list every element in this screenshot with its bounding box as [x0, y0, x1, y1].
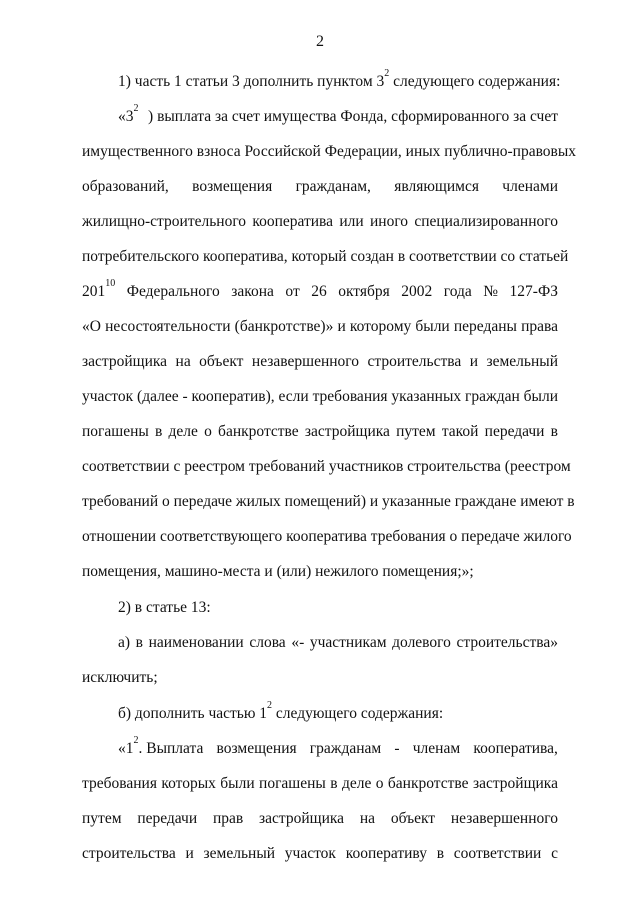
word: прав	[212, 810, 244, 827]
word: Федерального	[126, 283, 220, 300]
paragraph-2-line-11-text: соответствии с реестром требований участников строительства (реестром	[82, 458, 571, 475]
paragraph-6-line-4	[82, 844, 558, 864]
quote-open-text: «1	[118, 740, 134, 757]
paragraph-1-text: 1) часть 1 статьи 3 дополнить пунктом 3	[118, 73, 385, 90]
page-number: 2	[316, 33, 324, 50]
word: гражданам,	[295, 178, 371, 195]
paragraph-6-line-2	[82, 774, 558, 794]
word: 127-ФЗ	[509, 283, 558, 300]
word: членам	[412, 740, 461, 757]
paragraph-2-line-11	[82, 457, 571, 477]
paragraph-1-text-end: следующего содержания:	[389, 73, 561, 90]
paragraph-2-line-12	[82, 492, 575, 512]
paragraph-1-superscript: 2	[384, 68, 390, 79]
paragraph-4-line-1	[118, 633, 558, 653]
word: объект	[390, 810, 436, 827]
paragraph-2-line-4-text: жилищно-строительного кооператива или иного специализированного	[82, 213, 558, 230]
word: 26	[311, 283, 327, 300]
paragraph-2-line-5	[82, 247, 569, 267]
paragraph-2-line-5-text: потребительского кооператива, который создан в соответствии со статьей	[82, 248, 569, 265]
paragraph-5-line	[118, 700, 444, 724]
paragraph-2-line-10	[82, 422, 558, 442]
word: путем	[82, 810, 122, 827]
paragraph-2-line-9-text: участок (далее - кооператив), если требования указанных граждан были	[82, 388, 558, 405]
paragraph-6-line-1-head	[118, 735, 204, 759]
paragraph-5-text-end: следующего содержания:	[272, 705, 444, 722]
paragraph-6-line-4-text: строительства и земельный участок кооперативу в соответствии с	[82, 845, 558, 862]
word: возмещения	[192, 178, 273, 195]
word: являющимся	[394, 178, 479, 195]
paragraph-2-line-2-text: имущественного взноса Российской Федерации, иных публично-правовых	[82, 143, 577, 160]
paragraph-2-line-9	[82, 387, 558, 407]
word: застройщика	[259, 810, 345, 827]
paragraph-2-line-8	[82, 352, 558, 372]
word: . Выплата	[138, 740, 204, 757]
part-superscript: 2	[133, 735, 139, 746]
word: года	[443, 283, 472, 300]
paragraph-2-line-14-text: помещения, машино-места и (или) нежилого помещения;»;	[82, 563, 474, 580]
paragraph-3-text: 2) в статье 13:	[118, 599, 211, 616]
word: передачи	[137, 810, 198, 827]
paragraph-2-line-4	[82, 212, 558, 232]
paragraph-2-line-12-text: требований о передаче жилых помещений) и указанные граждане имеют в	[82, 493, 575, 510]
paragraph-4-line-2-text: исключить;	[82, 669, 158, 686]
word: незавершенного	[450, 810, 558, 827]
paragraph-6-line-3	[82, 809, 558, 829]
word: закона	[231, 283, 274, 300]
word: образований,	[82, 178, 169, 195]
quote-open-text: «3	[118, 108, 134, 125]
article-superscript: 10	[105, 278, 116, 289]
word: членами	[502, 178, 558, 195]
paragraph-2-line-7	[82, 317, 558, 337]
paragraph-3-line	[118, 598, 211, 618]
paragraph-6-line-2-text: требования которых были погашены в деле о банкротстве застройщика	[82, 775, 558, 792]
paragraph-2-line-14	[82, 562, 474, 582]
paragraph-4-line-1-text: а) в наименовании слова «- участникам долевого строительства»	[118, 634, 558, 651]
paragraph-2-line-10-text: погашены в деле о банкротстве застройщика путем такой передачи в	[82, 423, 558, 440]
paragraph-2-line-8-text: застройщика на объект незавершенного строительства и земельный	[82, 353, 558, 370]
word: на	[359, 810, 376, 827]
article-number	[82, 278, 116, 302]
word: кооператива,	[473, 740, 558, 757]
word: №	[483, 283, 499, 300]
paragraph-2-line-13	[82, 527, 572, 547]
word: -	[394, 740, 400, 757]
paragraph-1-line	[118, 68, 561, 92]
word: 2002	[401, 283, 433, 300]
paragraph-6-line-1	[118, 735, 558, 759]
word: октября	[338, 283, 390, 300]
paragraph-5-superscript: 2	[267, 700, 273, 711]
paragraph-4-line-2	[82, 668, 158, 688]
paragraph-2-line-1-head	[118, 103, 139, 127]
paragraph-2-line-3	[82, 177, 558, 197]
paragraph-2-line-1-text: ) выплата за счет имущества Фонда, сформированного за счет	[148, 108, 558, 125]
paragraph-5-text: б) дополнить частью 1	[118, 705, 268, 722]
paragraph-2-line-7-text: «О несостоятельности (банкротстве)» и которому были переданы права	[82, 318, 558, 335]
paragraph-2-line-13-text: отношении соответствующего кооператива требования о передаче жилого	[82, 528, 572, 545]
word: возмещения	[216, 740, 297, 757]
word: от	[285, 283, 300, 300]
paragraph-2-line-1	[118, 103, 558, 127]
article-number-text: 201	[82, 283, 106, 300]
paragraph-2-line-6	[82, 278, 558, 302]
paragraph-2-line-2	[82, 142, 577, 162]
word: гражданам	[309, 740, 382, 757]
point-superscript: 2	[133, 103, 139, 114]
